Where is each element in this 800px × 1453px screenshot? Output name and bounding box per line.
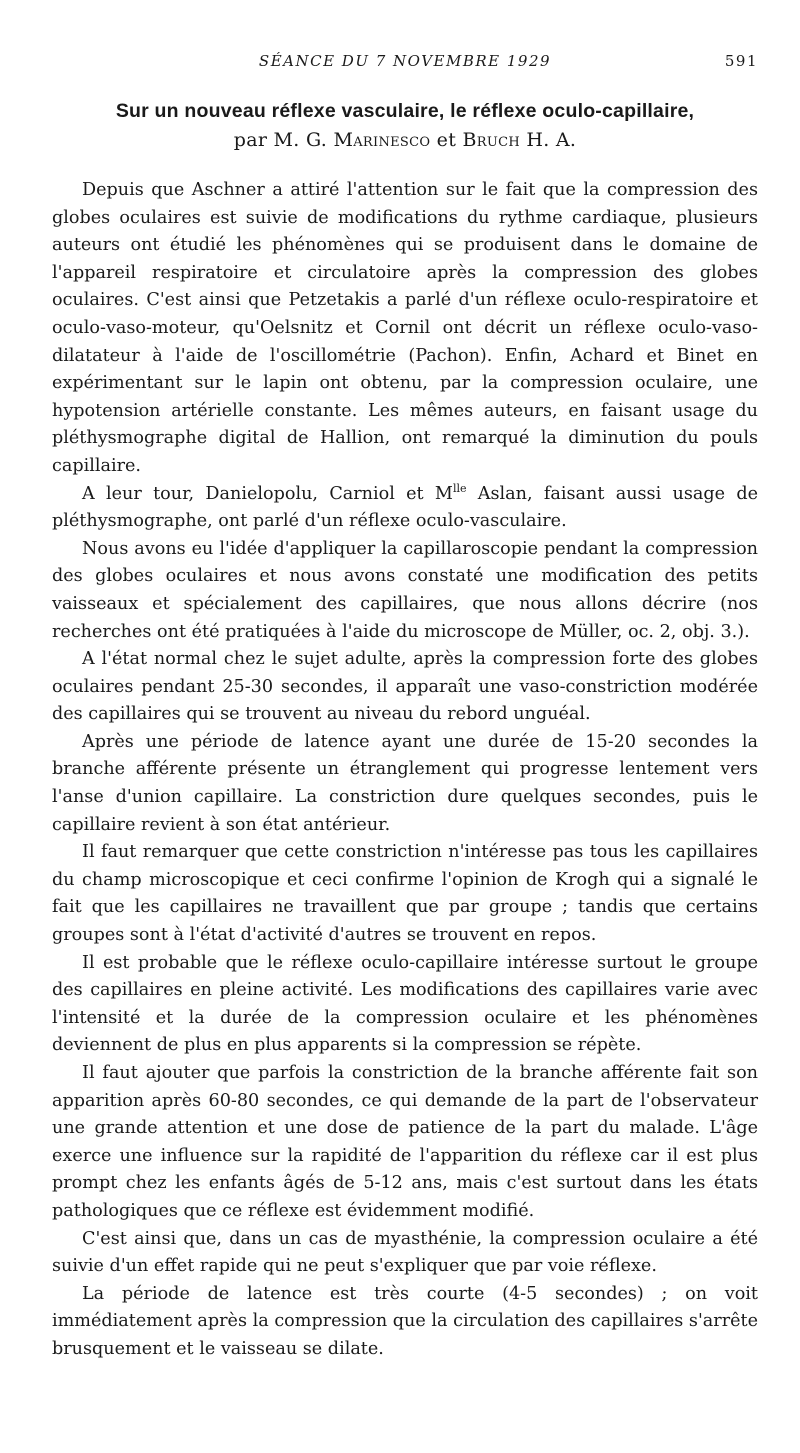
paragraph-2 xyxy=(52,481,758,536)
page-number: 591 xyxy=(724,52,758,70)
mademoiselle-superscript: lle xyxy=(452,481,467,495)
paragraph-3: Nous avons eu l'idée d'appliquer la capillaroscopie pendant la compression des globes oculaires et nous avons constaté une modification des petits vaisseaux et spécialement des capillaires, que nous allons décrire (nos recherches ont été pratiquées à l'aide du microscope de Müller, oc. 2, obj. 3.). xyxy=(52,538,758,642)
paragraph-2-end: Aslan, faisant aussi usage de pléthysmographe, ont parlé d'un réflexe oculo-vasculaire. xyxy=(52,483,758,532)
paragraph-5: Après une période de latence ayant une durée de 15-20 secondes la branche afférente présente un étranglement qui progresse lentement vers l'anse d'union capillaire. La constriction dure quelques secondes, puis le capillaire revient à son état antérieur. xyxy=(52,731,758,835)
article-body xyxy=(52,177,758,1364)
running-head xyxy=(52,52,758,72)
paragraph-6: Il faut remarquer que cette constriction n'intéresse pas tous les capillaires du champ microscopique et ceci confirme l'opinion de Krogh qui a signalé le fait que les capillaires ne travaillent que par groupe ; tandis que certains groupes sont à l'état d'activité d'autres se trouvent en repos. xyxy=(52,842,758,946)
author1-initial: G. xyxy=(306,129,328,151)
article-byline xyxy=(52,129,758,151)
byline-conjunction: et xyxy=(436,129,457,151)
byline-prefix: par M. xyxy=(233,129,300,151)
paragraph-4: A l'état normal chez le sujet adulte, après la compression forte des globes oculaires pendant 25-30 secondes, il apparaît une vaso-constriction modérée des capillaires qui se trouvent au niveau du rebord unguéal. xyxy=(52,649,758,725)
paragraph-10: La période de latence est très courte (4-5 secondes) ; on voit immédiatement après la compression que la circulation des capillaires s'arrête brusquement et le vaisseau se dilate. xyxy=(52,1283,758,1359)
article-title: Sur un nouveau réflexe vasculaire, le réflexe oculo-capillaire, xyxy=(115,100,695,122)
paragraph-1: Depuis que Aschner a attiré l'attention sur le fait que la compression des globes oculaires est suivie de modifications du rythme cardiaque, plusieurs auteurs ont étudié les phénomènes qui se produisent dans le domaine de l'appareil respiratoire et circulatoire après la compression des globes oculaires. C'est ainsi que Petzetakis a parlé d'un réflexe oculo-respiratoire et oculo-vaso-moteur, qu'Oelsnitz et Cornil ont décrit un réflexe oculo-vaso-dilatateur à l'aide de l'oscillométrie (Pachon). Enfin, Achard et Binet en expérimentant sur le lapin ont obtenu, par la compression oculaire, une hypotension artérielle constante. Les mêmes auteurs, en faisant usage du pléthysmographe digital de Hallion, ont remarqué la diminution du pouls capillaire. xyxy=(52,180,758,476)
journal-page xyxy=(0,52,800,1453)
paragraph-7: Il est probable que le réflexe oculo-capillaire intéresse surtout le groupe des capillaires en pleine activité. Les modifications des capillaires varie avec l'intensité et la durée de la compression oculaire et les phénomènes deviennent de plus en plus apparents si la compression se répète. xyxy=(52,952,758,1056)
running-head-title: SÉANCE DU 7 NOVEMBRE 1929 xyxy=(258,52,552,70)
paragraph-9: C'est ainsi que, dans un cas de myasthénie, la compression oculaire a été suivie d'un effet rapide qui ne peut s'expliquer que par voie réflexe. xyxy=(52,1228,758,1277)
paragraph-2-start: A leur tour, Danielopolu, Carniol et M xyxy=(82,483,453,504)
author2-name: Bruch H. A. xyxy=(462,129,577,151)
paragraph-8: Il faut ajouter que parfois la constriction de la branche afférente fait son apparition après 60-80 secondes, ce qui demande de la part de l'observateur une grande attention et une dose de patience de la part du malade. L'âge exerce une influence sur la rapidité de l'apparition du réflexe car il est plus prompt chez les enfants âgés de 5-12 ans, mais c'est surtout dans les états pathologiques que ce réflexe est évidemment modifié. xyxy=(52,1063,758,1221)
author1-name: Marinesco xyxy=(333,129,431,151)
